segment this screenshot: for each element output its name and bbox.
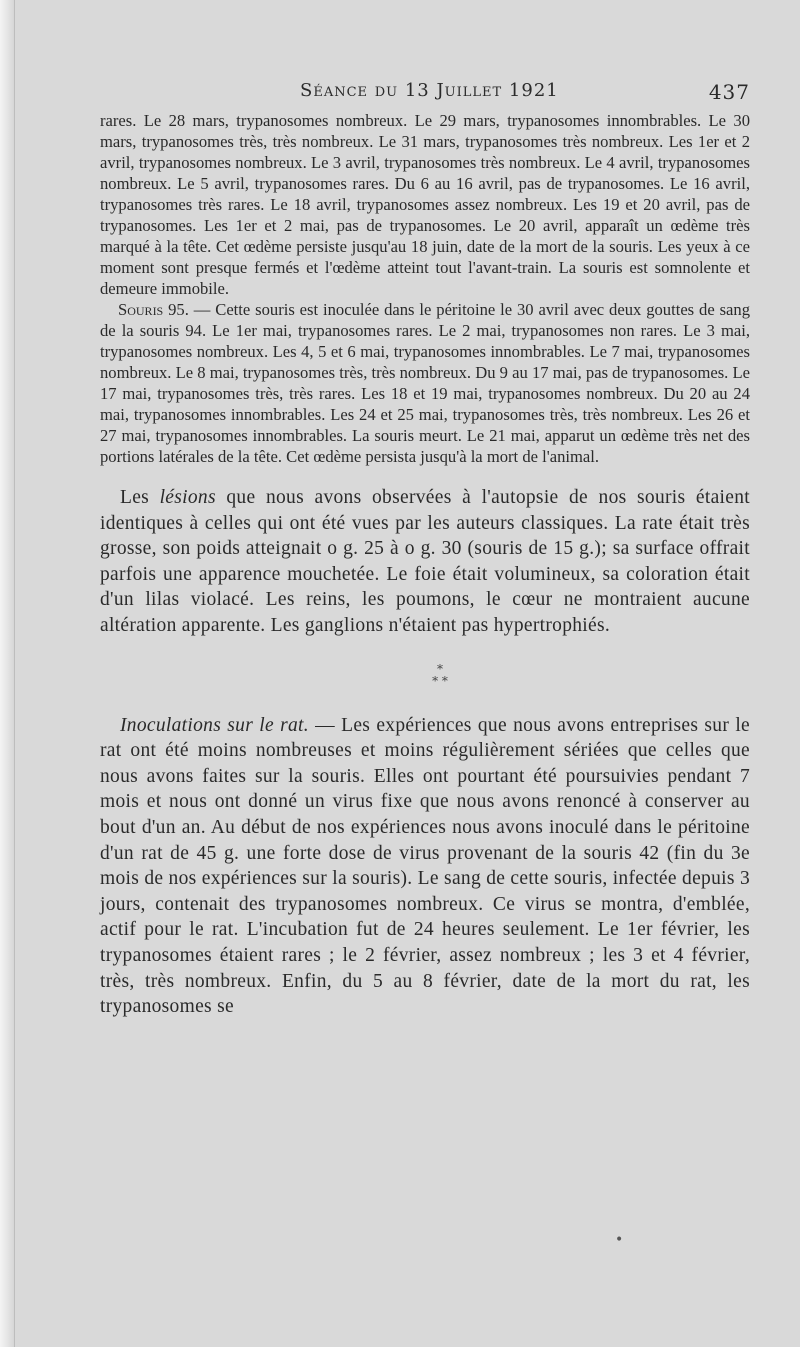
- paragraph-lesions: [100, 485, 750, 639]
- section-asterism: [100, 663, 750, 687]
- main-text-block: [100, 485, 750, 1020]
- small-print-block: [100, 110, 750, 467]
- asterism-bottom: * *: [432, 673, 448, 688]
- paragraph-rat-inoculations: [100, 713, 750, 1020]
- rat-italic-heading: Inoculations sur le rat.: [120, 714, 309, 736]
- running-header: [100, 80, 750, 110]
- mouse-95-text: — Cette souris est inoculée dans le péritoine le 30 avril avec deux gouttes de sang de la souris 94. Le 1er mai, trypanosomes rares. Le 2 mai, trypanosomes non rares. Le 3 mai, trypanosomes nombreux. Les 4, 5 et 6 mai, trypanosomes innombrables. Le 7 mai, trypanosomes nombreux. Le 8 mai, trypanosomes très, très nombreux. Du 9 au 17 mai, pas de trypanosomes. Le 17 mai, trypanosomes très, très rares. Les 18 et 19 mai, trypanosomes nombreux. Du 20 au 24 mai, trypanosomes innombrables. Les 24 et 25 mai, trypanosomes très, très nombreux. Les 26 et 27 mai, trypanosomes innombrables. La souris meurt. Le 21 mai, apparut un œdème très net des portions latérales de la tête. Cet œdème persista jusqu'à la mort de l'animal.: [100, 300, 750, 466]
- page-binding-edge: [0, 0, 15, 1347]
- page-number: 437: [708, 80, 750, 104]
- mouse-95-lead: Souris 95.: [118, 300, 189, 319]
- lesions-before: Les: [120, 487, 160, 508]
- header-title: Séance du 13 Juillet 1921: [300, 80, 559, 101]
- lesions-after: que nous avons observées à l'autopsie de nos souris étaient identiques à celles qui ont été vues par les auteurs classiques. La rate était très grosse, son poids atteignait o g. 25 à o g. 30 (souris de 15 g.); sa surface offrait parfois une apparence mouchetée. Le foie était volumineux, sa coloration était d'un lilas violacé. Les reins, les poumons, le cœur ne montraient aucune altération apparente. Les ganglions n'étaient pas hypertrophiés.: [100, 487, 750, 636]
- paragraph-mouse-94-continued: rares. Le 28 mars, trypanosomes nombreux. Le 29 mars, trypanosomes innombrables. Le 30 mars, trypanosomes très, très nombreux. Le 31 mars, trypanosomes très nombreux. Les 1er et 2 avril, trypanosomes nombreux. Le 3 avril, trypanosomes très nombreux. Le 4 avril, trypanosomes nombreux. Le 5 avril, trypanosomes rares. Du 6 au 16 avril, pas de trypanosomes. Le 16 avril, trypanosomes très rares. Le 18 avril, trypanosomes assez nombreux. Les 19 et 20 avril, pas de trypanosomes. Les 1er et 2 mai, pas de trypanosomes. Le 20 avril, apparaît un œdème très marqué à la tête. Cet œdème persiste jusqu'au 18 juin, date de la mort de la souris. Les yeux à ce moment sont presque fermés et l'œdème atteint tout l'avant-train. La souris est somnolente et demeure immobile.: [100, 111, 750, 298]
- paragraph-mouse-95: [100, 299, 750, 467]
- asterism-top: *: [437, 661, 443, 676]
- lesions-italic: lésions: [159, 487, 216, 508]
- footer-mark: •: [615, 1232, 624, 1248]
- rat-text: — Les expériences que nous avons entreprises sur le rat ont été moins nombreuses et moins régulièrement sériées que celles que nous avons faites sur la souris. Elles ont pourtant été poursuivies pendant 7 mois et nous ont donné un virus fixe que nous avons renoncé à conserver au bout d'un an. Au début de nos expériences nous avons inoculé dans le péritoine d'un rat de 45 g. une forte dose de virus provenant de la souris 42 (fin du 3e mois de nos expériences sur la souris). Le sang de cette souris, infectée depuis 3 jours, contenait des trypanosomes nombreux. Ce virus se montra, d'emblée, actif pour le rat. L'incubation fut de 24 heures seulement. Le 1er février, les trypanosomes étaient rares ; le 2 février, assez nombreux ; les 3 et 4 février, très, très nombreux. Enfin, du 5 au 8 février, date de la mort du rat, les trypanosomes se: [100, 714, 751, 1018]
- book-page: [100, 80, 750, 1020]
